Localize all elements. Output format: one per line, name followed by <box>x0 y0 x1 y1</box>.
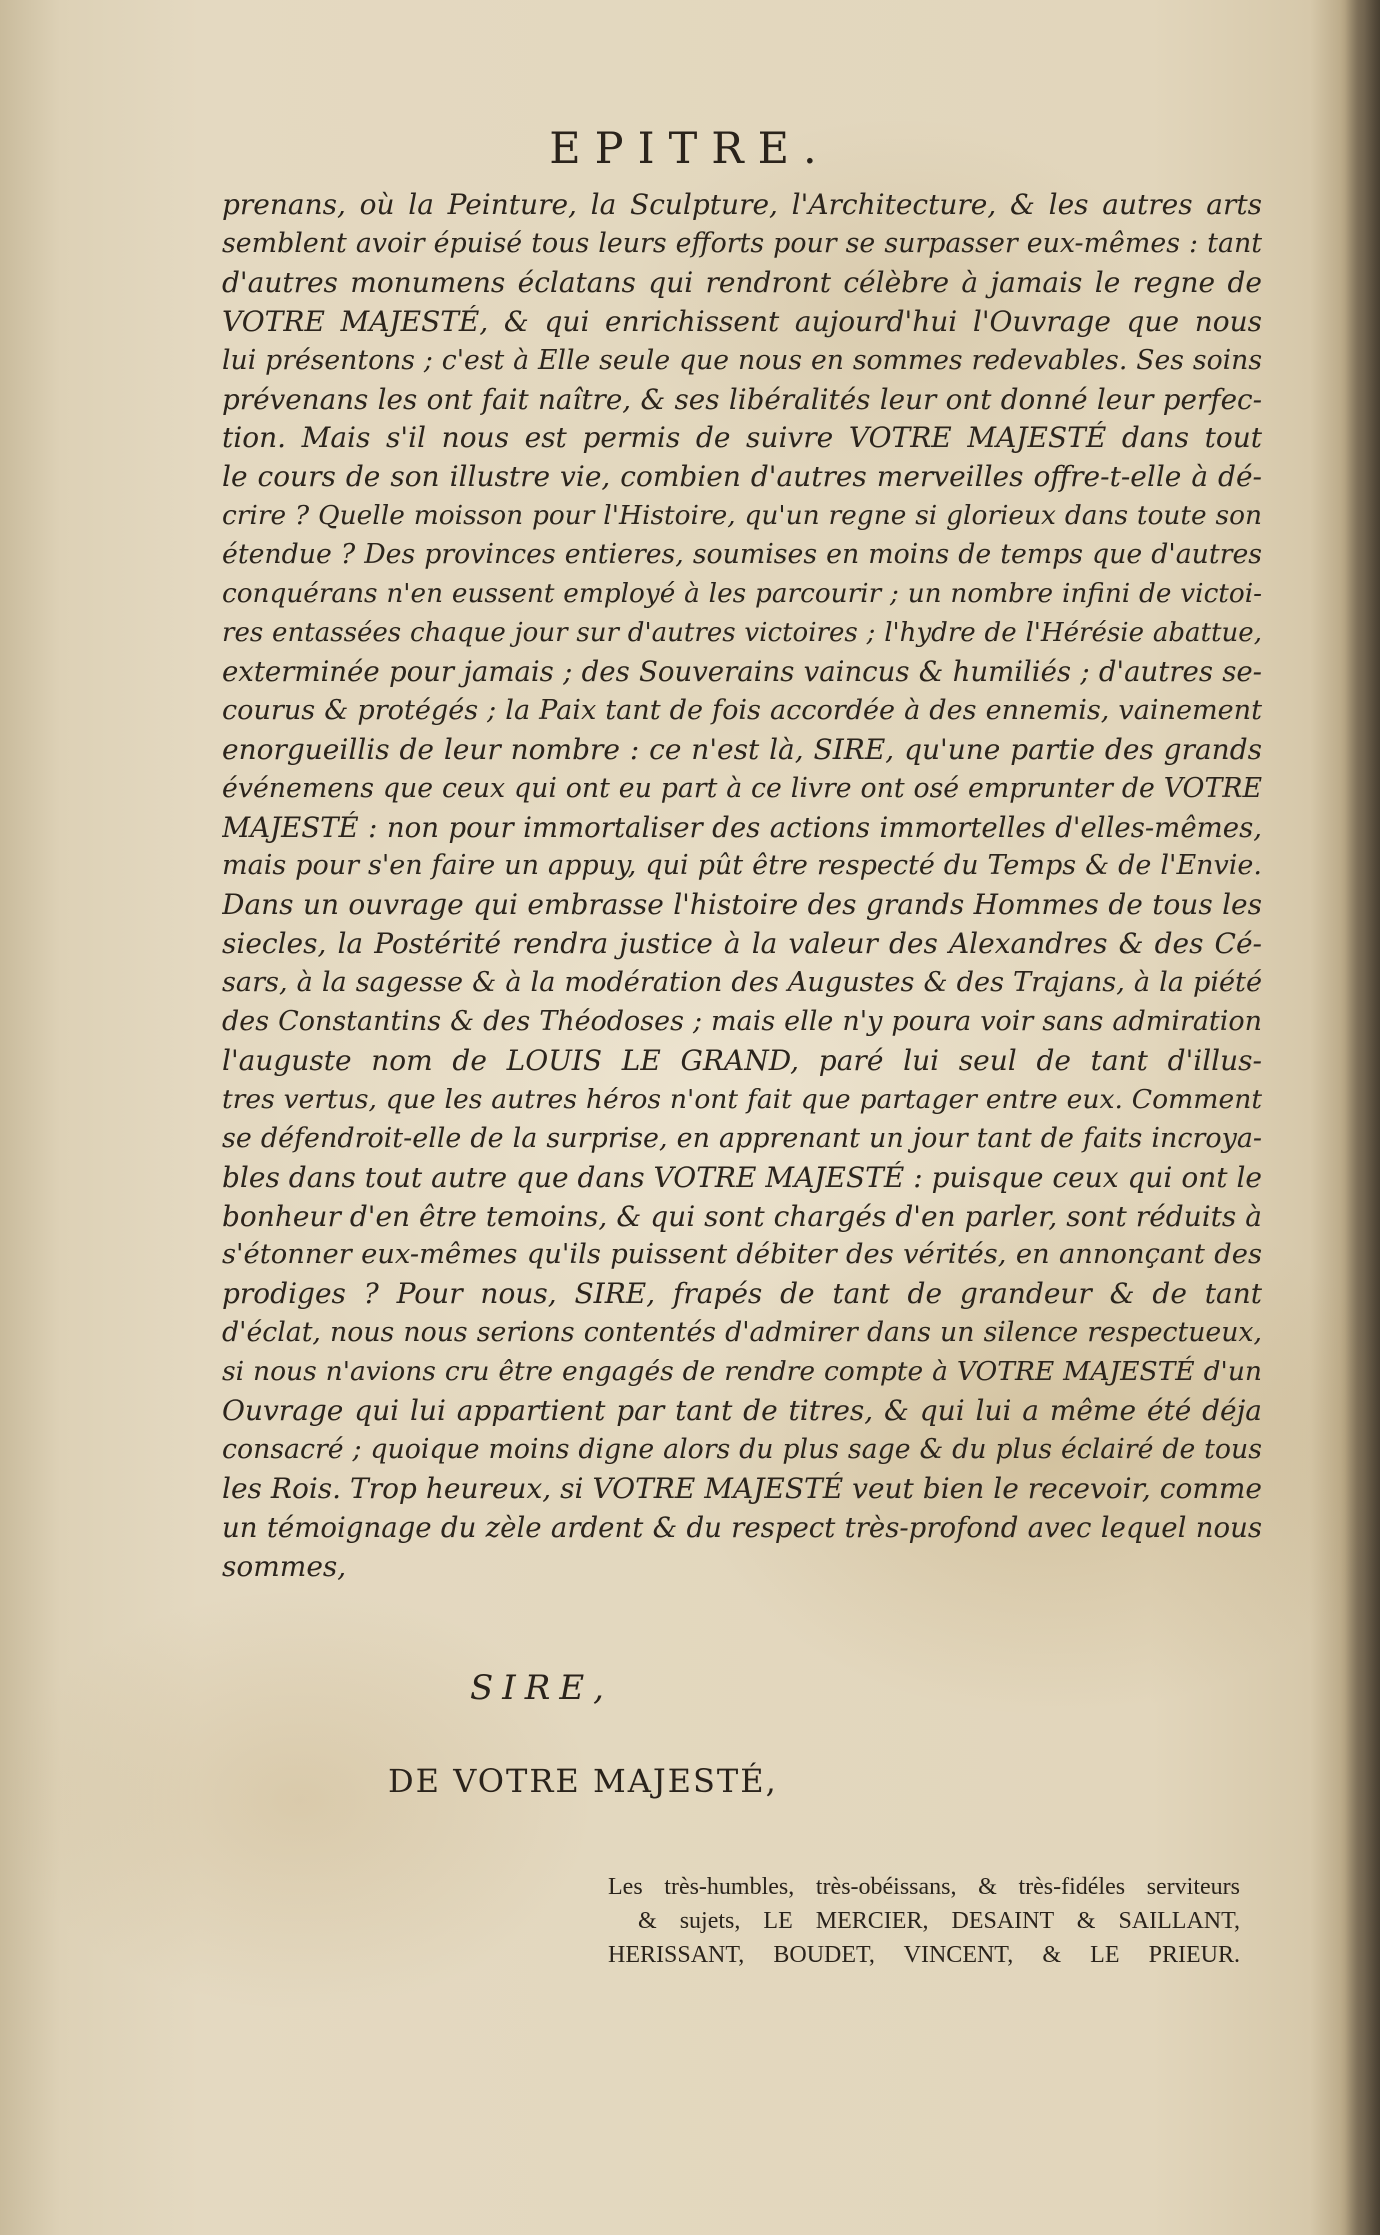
body-line: un témoignage du zèle ardent & du respect très-profond avec lequel nous <box>222 1510 1262 1544</box>
body-line: semblent avoir épuisé tous leurs efforts pour se surpasser eux-mêmes : tant <box>222 227 1262 259</box>
body-line: d'autres monumens éclatans qui rendront célèbre à jamais le regne de <box>222 265 1262 299</box>
body-line: l'auguste nom de LOUIS LE GRAND, paré lui seul de tant d'illus- <box>222 1043 1262 1077</box>
body-line: VOTRE MAJESTÉ, & qui enrichissent aujourd'hui l'Ouvrage que nous <box>222 304 1262 338</box>
body-line: les Rois. Trop heureux, si VOTRE MAJESTÉ veut bien le recevoir, comme <box>222 1471 1262 1505</box>
body-line: MAJESTÉ : non pour immortaliser des actions immortelles d'elles-mêmes, <box>222 810 1262 844</box>
body-line: bonheur d'en être temoins, & qui sont chargés d'en parler, sont réduits à <box>222 1199 1262 1233</box>
body-line: tion. Mais s'il nous est permis de suivre VOTRE MAJESTÉ dans tout <box>222 421 1262 455</box>
body-line: si nous n'avions cru être engagés de rendre compte à VOTRE MAJESTÉ d'un <box>222 1356 1262 1388</box>
closing-salutation: SIRE, <box>470 1668 613 1708</box>
body-line: courus & protégés ; la Paix tant de fois accordée à des ennemis, vainement <box>222 694 1262 726</box>
running-title: EPITRE. <box>549 124 831 174</box>
body-line: Ouvrage qui lui appartient par tant de titres, & qui lui a même été déja <box>222 1394 1262 1428</box>
body-line: conquérans n'en eussent employé à les parcourir ; un nombre infini de victoi- <box>222 579 1262 610</box>
body-line: le cours de son illustre vie, combien d'autres merveilles offre-t-elle à dé- <box>222 460 1262 494</box>
body-line: res entassées chaque jour sur d'autres victoires ; l'hydre de l'Hérésie abattue, <box>222 617 1262 648</box>
body-line: sars, à la sagesse & à la modération des Augustes & des Trajans, à la piété <box>222 967 1262 999</box>
body-line: bles dans tout autre que dans VOTRE MAJESTÉ : puisque ceux qui ont le <box>222 1160 1262 1194</box>
body-line: prodiges ? Pour nous, SIRE, frapés de tant de grandeur & de tant <box>222 1277 1262 1311</box>
body-line: s'étonner eux-mêmes qu'ils puissent débiter des vérités, en annonçant des <box>222 1239 1262 1271</box>
body-line: exterminée pour jamais ; des Souverains vaincus & humiliés ; d'autres se- <box>222 655 1262 688</box>
body-line: prévenans les ont fait naître, & ses libéralités leur ont donné leur perfec- <box>222 382 1262 416</box>
body-line: lui présentons ; c'est à Elle seule que nous en sommes redevables. Ses soins <box>222 344 1262 376</box>
signature-line: Les très-humbles, très-obéissans, & très-fidéles serviteurs <box>608 1874 1240 1900</box>
body-line: enorgueillis de leur nombre : ce n'est là, SIRE, qu'une partie des grands <box>222 732 1262 766</box>
signature-line: & sujets, LE MERCIER, DESAINT & SAILLANT, <box>638 1908 1240 1934</box>
page-edge-shadow <box>1340 0 1380 2235</box>
signature-line: HERISSANT, BOUDET, VINCENT, & LE PRIEUR. <box>608 1942 1240 1968</box>
body-line: étendue ? Des provinces entieres, soumises en moins de temps que d'autres <box>222 539 1262 571</box>
body-line: siecles, la Postérité rendra justice à la valeur des Alexandres & des Cé- <box>222 927 1262 961</box>
body-line: prenans, où la Peinture, la Sculpture, l'Architecture, & les autres arts <box>222 188 1262 221</box>
body-line: des Constantins & des Théodoses ; mais elle n'y poura voir sans admiration <box>222 1006 1262 1038</box>
signature-block <box>608 1870 1240 1972</box>
body-line: d'éclat, nous nous serions contentés d'admirer dans un silence respectueux, <box>222 1317 1262 1349</box>
body-line: se défendroit-elle de la surprise, en apprenant un jour tant de faits incroya- <box>222 1122 1262 1154</box>
body-line: consacré ; quoique moins digne alors du plus sage & du plus éclairé de tous <box>222 1434 1262 1465</box>
body-line: tres vertus, que les autres héros n'ont fait que partager entre eux. Comment <box>222 1083 1262 1115</box>
body-line: Dans un ouvrage qui embrasse l'histoire des grands Hommes de tous les <box>222 888 1262 922</box>
body-line: sommes, <box>222 1549 347 1583</box>
epistle-body <box>222 186 1262 1587</box>
body-line: événemens que ceux qui ont eu part à ce livre ont osé emprunter de VOTRE <box>222 772 1262 804</box>
majesty-line: DE VOTRE MAJESTÉ, <box>388 1762 778 1800</box>
body-line: mais pour s'en faire un appuy, qui pût être respecté du Temps & de l'Envie. <box>222 850 1262 882</box>
body-line: crire ? Quelle moisson pour l'Histoire, qu'un regne si glorieux dans toute son <box>222 500 1262 532</box>
